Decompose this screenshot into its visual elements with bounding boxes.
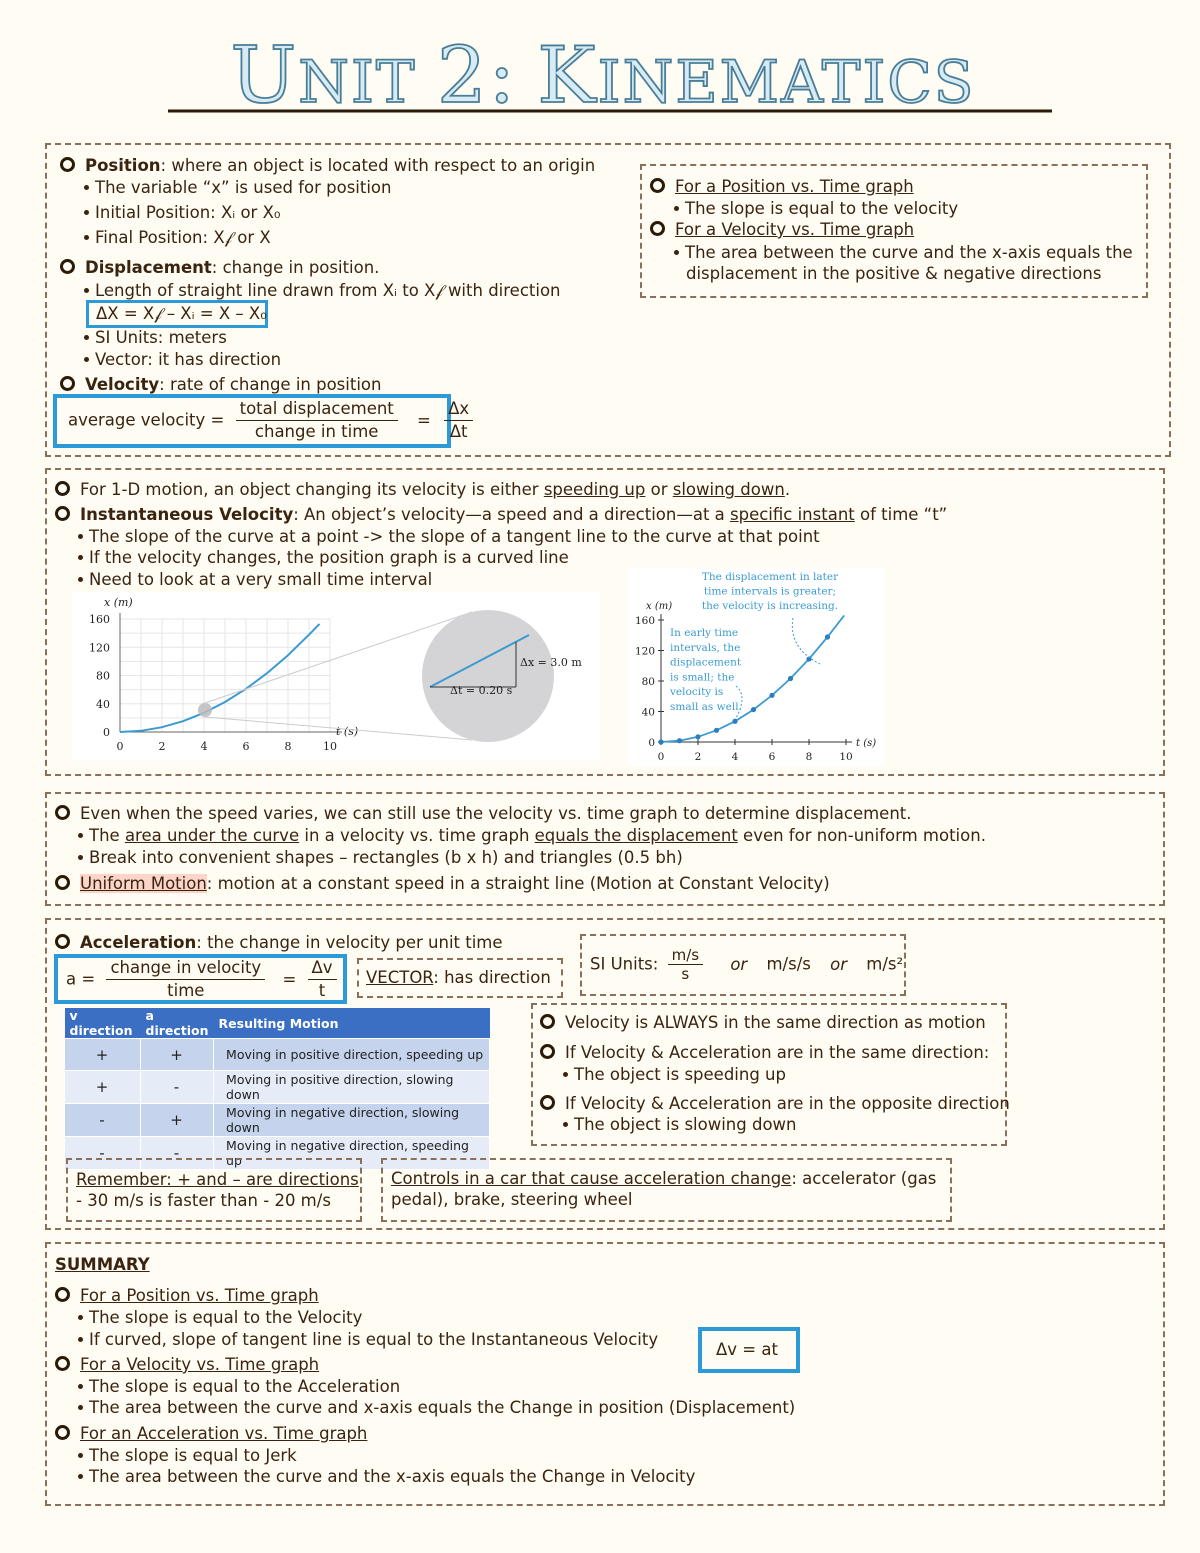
dot-icon bbox=[84, 235, 89, 240]
g2-ytick: 0 bbox=[648, 737, 655, 749]
sum-h3-b1 bbox=[78, 1446, 297, 1466]
table-row bbox=[65, 1104, 490, 1137]
sum-h2-b2 bbox=[78, 1398, 795, 1418]
table-cell: Moving in negative direction, speeding up bbox=[214, 1137, 490, 1170]
pos-b3: Final Position: X𝒻 or X bbox=[95, 228, 271, 247]
disp-bullet-1 bbox=[84, 281, 561, 301]
circle-bullet-icon bbox=[60, 157, 75, 172]
g1-xlabel: t (s) bbox=[336, 725, 359, 738]
dot-icon bbox=[78, 1337, 83, 1342]
pos-bullet-1 bbox=[84, 178, 391, 198]
dot-icon bbox=[563, 1072, 568, 1077]
g1-zoom-circle bbox=[422, 610, 554, 742]
disp-b3: SI Units: meters bbox=[95, 328, 227, 347]
g1-dt-label: Δt = 0.20 s bbox=[450, 684, 513, 697]
dot-icon bbox=[78, 577, 83, 582]
s2-line-2 bbox=[55, 505, 947, 525]
g2-xtick: 6 bbox=[768, 751, 776, 763]
sum-h1-b1 bbox=[78, 1308, 362, 1328]
g2-note-left-line: In early time bbox=[670, 627, 739, 639]
um-def: : motion at a constant speed in a straight line (Motion at Constant Velocity) bbox=[206, 874, 830, 893]
table-cell: Moving in positive direction, speeding up bbox=[214, 1039, 490, 1071]
g1-ylabel: x (m) bbox=[104, 596, 133, 609]
g1-ytick: 0 bbox=[103, 726, 110, 739]
pos-b2: Initial Position: Xᵢ or X₀ bbox=[95, 203, 281, 222]
r2: If Velocity & Acceleration are in the same direction: bbox=[565, 1043, 990, 1062]
s2-l1c: or bbox=[645, 480, 673, 499]
circle-bullet-icon bbox=[55, 805, 70, 820]
ctrl1: Controls in a car that cause acceleration change bbox=[391, 1169, 792, 1188]
r3-line bbox=[540, 1094, 1010, 1114]
g2-xtick: 0 bbox=[657, 751, 665, 763]
dot-icon bbox=[84, 357, 89, 362]
velocity-line bbox=[60, 375, 381, 395]
circle-bullet-icon bbox=[55, 1425, 70, 1440]
g2-data-point bbox=[825, 634, 830, 639]
g2-note-left-line: small as well. bbox=[670, 701, 742, 713]
side2-head bbox=[650, 220, 914, 240]
dot-icon bbox=[78, 1474, 83, 1479]
rem1: Remember: + and – are directions bbox=[76, 1170, 359, 1189]
g2-note-top-line: the velocity is increasing. bbox=[701, 600, 839, 612]
summary-heading-text: SUMMARY bbox=[55, 1255, 150, 1274]
remember-box bbox=[66, 1158, 362, 1222]
g2-note-top bbox=[702, 571, 839, 612]
disp-bullet-3 bbox=[84, 328, 227, 348]
displacement-def: : change in position. bbox=[211, 258, 380, 277]
pos-b1: The variable “x” is used for position bbox=[95, 178, 392, 197]
g1-ytick: 80 bbox=[96, 669, 110, 683]
acc-formula bbox=[66, 957, 337, 1002]
s3-line-um bbox=[55, 874, 830, 894]
dot-icon bbox=[78, 833, 83, 838]
dot-icon bbox=[78, 855, 83, 860]
dot-icon bbox=[674, 206, 679, 211]
s3-l3: Break into convenient shapes – rectangles (b x h) and triangles (0.5 bh) bbox=[89, 848, 683, 867]
s2-bullet-1 bbox=[78, 527, 820, 547]
dot-icon bbox=[563, 1122, 568, 1127]
s2-l1b: speeding up bbox=[543, 480, 646, 499]
g2-data-point bbox=[732, 719, 737, 724]
r2-line bbox=[540, 1043, 989, 1063]
s2-b1: The slope of the curve at a point -> the slope of a tangent line to the curve at that point bbox=[89, 527, 820, 546]
dot-icon bbox=[84, 185, 89, 190]
s3-l2d: equals the displacement bbox=[534, 826, 738, 845]
dot-icon bbox=[84, 335, 89, 340]
s3-l2c: in a velocity vs. time graph bbox=[299, 826, 535, 845]
table-row bbox=[65, 1039, 490, 1071]
s3-l2b: area under the curve bbox=[124, 826, 300, 845]
disp-formula: ΔX = X𝒻 – Xᵢ = X – X₀ bbox=[96, 304, 267, 323]
s2-b2: If the velocity changes, the position graph is a curved line bbox=[89, 548, 569, 567]
si-units-line bbox=[590, 944, 903, 985]
g1-highlight-point bbox=[198, 703, 212, 717]
h1b2: If curved, slope of tangent line is equal to the Instantaneous Velocity bbox=[89, 1330, 659, 1349]
position-graph-svg bbox=[72, 592, 600, 760]
s2-l1a: For 1-D motion, an object changing its velocity is either bbox=[80, 480, 544, 499]
g1-ytick: 120 bbox=[89, 641, 110, 655]
g2-xtick: 2 bbox=[694, 751, 702, 763]
vector-term: VECTOR bbox=[366, 968, 434, 987]
s2-b3: Need to look at a very small time interval bbox=[89, 570, 433, 589]
s2-l1e: . bbox=[784, 480, 791, 499]
table-cell: + bbox=[141, 1104, 214, 1137]
t: t bbox=[318, 981, 326, 1000]
ctrl2: : accelerator (gas bbox=[791, 1169, 937, 1188]
circle-bullet-icon bbox=[55, 875, 70, 890]
vector-def: : has direction bbox=[433, 968, 551, 987]
table-header: Resulting Motion bbox=[214, 1008, 490, 1039]
si-end: m/s² bbox=[866, 954, 904, 974]
g2-ytick: 80 bbox=[641, 676, 655, 688]
page-title bbox=[0, 22, 1200, 117]
g2-xtick: 10 bbox=[839, 751, 853, 763]
pos-bullet-2 bbox=[84, 203, 281, 223]
r2-bullet bbox=[563, 1065, 786, 1085]
si-or-1: or bbox=[730, 954, 748, 974]
avg-velocity-fraction bbox=[236, 398, 398, 443]
si-fraction bbox=[668, 946, 703, 983]
dv: Δv bbox=[308, 957, 337, 980]
circle-bullet-icon bbox=[540, 1095, 555, 1110]
circle-bullet-icon bbox=[55, 506, 70, 521]
dot-icon bbox=[78, 1405, 83, 1410]
sum-h1 bbox=[55, 1286, 319, 1306]
circle-bullet-icon bbox=[540, 1044, 555, 1059]
g2-note-left-line: intervals, the bbox=[670, 641, 741, 654]
h3b1: The slope is equal to Jerk bbox=[89, 1446, 297, 1465]
g2-note-top-line: time intervals is greater; bbox=[703, 585, 837, 598]
vector-line bbox=[366, 968, 551, 988]
avg-velocity-formula bbox=[68, 398, 473, 443]
g2-data-point bbox=[714, 728, 719, 733]
table-cell: + bbox=[141, 1039, 214, 1071]
h1b1: The slope is equal to the Velocity bbox=[89, 1308, 363, 1327]
r3: If Velocity & Acceleration are in the opposite direction bbox=[565, 1094, 1010, 1113]
displacement-line bbox=[60, 258, 379, 278]
dot-icon bbox=[78, 555, 83, 560]
iv-c: of time “t” bbox=[854, 505, 948, 524]
position-graph-annotated bbox=[628, 568, 884, 766]
table-cell: Moving in positive direction, slowing down bbox=[214, 1071, 490, 1104]
g2-data-point bbox=[677, 738, 682, 743]
sum-h3 bbox=[55, 1424, 367, 1444]
table-cell: Moving in negative direction, slowing down bbox=[214, 1104, 490, 1137]
table-cell: - bbox=[65, 1137, 141, 1170]
dot-icon bbox=[78, 534, 83, 539]
s3-bullet-2 bbox=[78, 848, 683, 868]
sum-h3-text: For an Acceleration vs. Time graph bbox=[80, 1424, 368, 1443]
h2b2: The area between the curve and x-axis equals the Change in position (Displacement) bbox=[89, 1398, 796, 1417]
motion-table bbox=[64, 1008, 490, 1170]
s3-line-1 bbox=[55, 804, 912, 824]
table-cell: - bbox=[141, 1137, 214, 1170]
s3-bullet-1 bbox=[78, 826, 986, 846]
dot-icon bbox=[78, 1315, 83, 1320]
table-cell: + bbox=[65, 1071, 141, 1104]
g2-ytick: 40 bbox=[641, 706, 655, 719]
side1-b: The slope is equal to the velocity bbox=[685, 199, 959, 218]
table-header: v direction bbox=[65, 1008, 141, 1039]
s3-l2e: even for non-uniform motion. bbox=[737, 826, 986, 845]
s2-line-1 bbox=[55, 480, 790, 500]
side2-bullet-2: displacement in the positive & negative directions bbox=[686, 264, 1102, 283]
acc-def: : the change in velocity per unit time bbox=[196, 933, 503, 952]
r3-bullet bbox=[563, 1115, 797, 1135]
g2-note-left-line: displacement bbox=[670, 656, 742, 669]
g1-xtick: 10 bbox=[323, 740, 337, 753]
velocity-term: Velocity bbox=[85, 375, 160, 394]
circle-bullet-icon bbox=[55, 481, 70, 496]
circle-bullet-icon bbox=[55, 934, 70, 949]
si-num: m/s bbox=[668, 946, 703, 965]
dt: Δt bbox=[449, 422, 468, 441]
iv-a: : An object’s velocity—a speed and a direction—at a bbox=[293, 505, 731, 524]
table-row bbox=[65, 1071, 490, 1104]
position-def: : where an object is located with respect to an origin bbox=[160, 156, 596, 175]
remember-line-1 bbox=[76, 1170, 359, 1190]
g2-xtick: 8 bbox=[805, 751, 813, 763]
disp-b1: Length of straight line drawn from Xᵢ to X𝒻 with direction bbox=[95, 281, 561, 300]
circle-bullet-icon bbox=[55, 1356, 70, 1371]
remember-line-2: - 30 m/s is faster than - 20 m/s bbox=[76, 1191, 331, 1210]
side1-bullet bbox=[674, 199, 958, 219]
s2-bullet-2 bbox=[78, 548, 569, 568]
g2-note-left bbox=[669, 627, 742, 713]
equals-sign: = bbox=[417, 410, 431, 430]
g1-curve bbox=[120, 624, 320, 732]
circle-bullet-icon bbox=[650, 178, 665, 193]
g2-data-point bbox=[788, 676, 793, 681]
s3-l1: Even when the speed varies, we can still use the velocity vs. time graph to determine displacement. bbox=[80, 804, 912, 823]
circle-bullet-icon bbox=[60, 259, 75, 274]
si-label: SI Units: bbox=[590, 954, 659, 974]
equals-sign: = bbox=[282, 969, 297, 989]
iv-b: specific instant bbox=[730, 505, 855, 524]
g2-data-point bbox=[769, 693, 774, 698]
table-cell: - bbox=[141, 1071, 214, 1104]
dv-formula: Δv = at bbox=[716, 1340, 778, 1359]
table-cell: - bbox=[65, 1104, 141, 1137]
g2-ytick: 160 bbox=[634, 615, 655, 627]
r1-line bbox=[540, 1013, 986, 1033]
dv-t-fraction bbox=[308, 957, 337, 1002]
g1-xtick: 8 bbox=[284, 740, 292, 753]
acc-den: time bbox=[167, 981, 205, 1000]
acc-fraction bbox=[106, 957, 265, 1002]
side1-head-text: For a Position vs. Time graph bbox=[675, 177, 914, 196]
s3-l2a: The bbox=[89, 826, 125, 845]
acc-lhs: a = bbox=[66, 969, 96, 989]
g2-data-point bbox=[658, 739, 663, 744]
g1-xtick: 6 bbox=[242, 740, 250, 753]
position-graph2-svg bbox=[628, 568, 884, 766]
g2-note-left-line: velocity is bbox=[670, 686, 724, 699]
summary-heading bbox=[55, 1255, 150, 1275]
sum-h2-text: For a Velocity vs. Time graph bbox=[80, 1355, 320, 1374]
acc-term: Acceleration bbox=[80, 933, 197, 952]
position-graph-zoom bbox=[72, 592, 600, 760]
position-term: Position bbox=[85, 156, 161, 175]
circle-bullet-icon bbox=[650, 221, 665, 236]
g2-note-left-line: is small; the bbox=[670, 671, 735, 684]
dot-icon bbox=[674, 250, 679, 255]
g2-ytick: 120 bbox=[634, 645, 655, 658]
g1-xtick: 2 bbox=[158, 740, 166, 753]
side2-head-text: For a Velocity vs. Time graph bbox=[675, 220, 915, 239]
side2-b1: The area between the curve and the x-axis equals the bbox=[685, 243, 1133, 262]
si-den: s bbox=[681, 965, 690, 983]
circle-bullet-icon bbox=[55, 1287, 70, 1302]
iv-term: Instantaneous Velocity bbox=[80, 505, 294, 524]
controls-line-2: pedal), brake, steering wheel bbox=[391, 1190, 633, 1209]
acc-num: change in velocity bbox=[106, 957, 265, 980]
side2-bullet-1 bbox=[674, 243, 1133, 263]
avg-velocity-label: average velocity = bbox=[68, 410, 225, 430]
pos-bullet-3 bbox=[84, 228, 271, 248]
avg-vel-den: change in time bbox=[254, 422, 379, 441]
s2-bullet-3 bbox=[78, 570, 432, 590]
g1-ytick: 160 bbox=[89, 613, 110, 626]
g1-ytick: 40 bbox=[96, 697, 110, 711]
displacement-term: Displacement bbox=[85, 258, 212, 277]
dx-dt-fraction bbox=[444, 398, 473, 443]
sum-h1-text: For a Position vs. Time graph bbox=[80, 1286, 319, 1305]
sum-h2-b1 bbox=[78, 1377, 400, 1397]
controls-line-1 bbox=[391, 1169, 936, 1189]
g2-note-top-line: The displacement in later bbox=[701, 571, 839, 583]
dot-icon bbox=[84, 210, 89, 215]
r3b: The object is slowing down bbox=[574, 1115, 797, 1134]
g2-arrow-top bbox=[792, 618, 820, 664]
h3b2: The area between the curve and the x-axis equals the Change in Velocity bbox=[89, 1467, 696, 1486]
r2b: The object is speeding up bbox=[574, 1065, 786, 1084]
g2-data-point bbox=[751, 707, 756, 712]
velocity-def: : rate of change in position bbox=[159, 375, 382, 394]
dot-icon bbox=[78, 1453, 83, 1458]
table-header: a direction bbox=[141, 1008, 214, 1039]
disp-bullet-4 bbox=[84, 350, 281, 370]
sum-h2 bbox=[55, 1355, 319, 1375]
g2-ylabel: x (m) bbox=[646, 601, 673, 612]
title-graphic bbox=[0, 22, 1200, 117]
g2-xlabel: t (s) bbox=[856, 738, 877, 749]
g2-data-point bbox=[695, 734, 700, 739]
um-term: Uniform Motion bbox=[80, 874, 207, 893]
acc-line bbox=[55, 933, 503, 953]
dot-icon bbox=[84, 288, 89, 293]
g2-xtick: 4 bbox=[731, 751, 739, 763]
circle-bullet-icon bbox=[60, 376, 75, 391]
circle-bullet-icon bbox=[540, 1014, 555, 1029]
g1-dx-label: Δx = 3.0 m bbox=[520, 656, 582, 669]
sum-h3-b2 bbox=[78, 1467, 695, 1487]
g1-xtick: 0 bbox=[116, 740, 124, 753]
si-or-2: or bbox=[830, 954, 847, 974]
table-cell: + bbox=[65, 1039, 141, 1071]
si-mid: m/s/s bbox=[766, 954, 811, 974]
position-line bbox=[60, 156, 595, 176]
disp-b4: Vector: it has direction bbox=[95, 350, 282, 369]
motion-table-grid bbox=[64, 1008, 490, 1170]
s2-l1d: slowing down bbox=[672, 480, 785, 499]
avg-vel-num: total displacement bbox=[236, 398, 398, 421]
r1: Velocity is ALWAYS in the same direction as motion bbox=[565, 1013, 986, 1032]
h2b1: The slope is equal to the Acceleration bbox=[89, 1377, 401, 1396]
sum-h1-b2 bbox=[78, 1330, 658, 1350]
side1-head bbox=[650, 177, 914, 197]
dx: Δx bbox=[444, 398, 473, 421]
dot-icon bbox=[78, 1384, 83, 1389]
title-text: UNIT 2: KINEMATICS bbox=[230, 31, 976, 117]
g1-xtick: 4 bbox=[200, 740, 208, 753]
